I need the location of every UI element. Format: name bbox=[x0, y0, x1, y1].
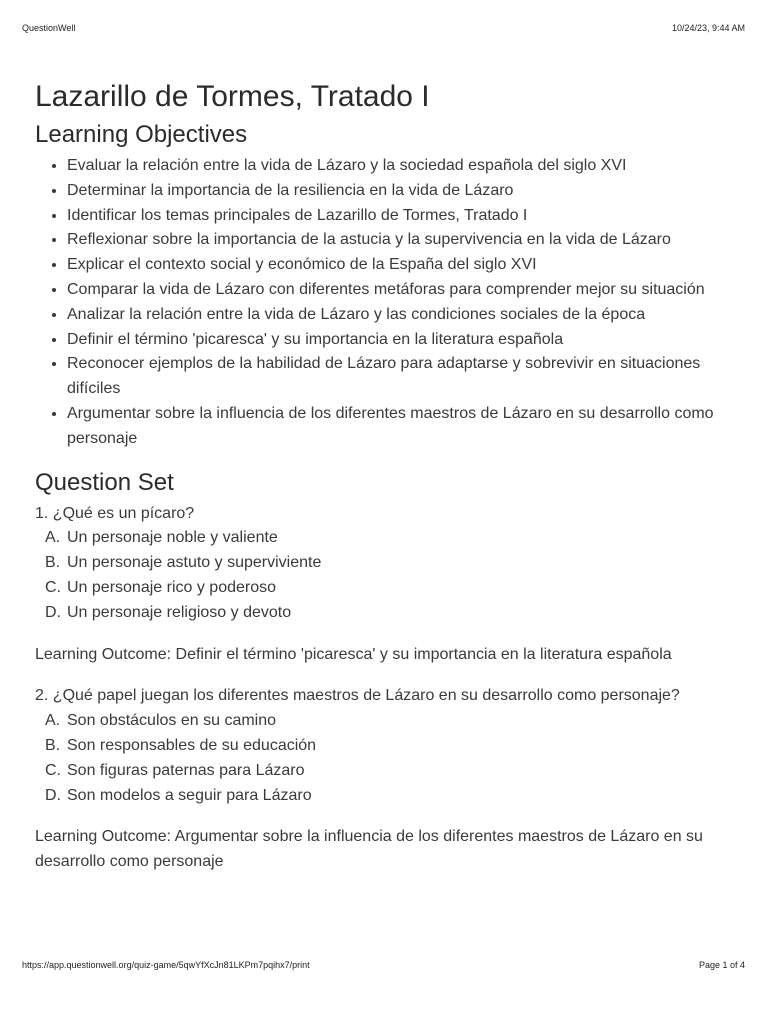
print-header-timestamp: 10/24/23, 9:44 AM bbox=[671, 23, 745, 33]
option-text: Un personaje astuto y superviviente bbox=[67, 554, 322, 572]
print-footer-page-number: Page 1 of 4 bbox=[698, 960, 745, 970]
print-header-site: QuestionWell bbox=[22, 23, 76, 33]
learning-outcome: Learning Outcome: Argumentar sobre la influencia de los diferentes maestros de Lázaro en su desarrollo como personaje bbox=[35, 828, 703, 871]
question-2 bbox=[35, 684, 740, 875]
question-set-heading: Question Set bbox=[35, 468, 174, 496]
option-text: Son figuras paternas para Lázaro bbox=[67, 761, 305, 779]
answer-option-b bbox=[35, 734, 740, 759]
objective-item: • Explicar el contexto social y económico de la España del siglo XVI bbox=[67, 253, 740, 278]
question-text: 1. ¿Qué es un pícaro? bbox=[35, 504, 195, 522]
print-header bbox=[22, 21, 745, 35]
answer-option-c bbox=[35, 759, 740, 784]
print-footer-url: https://app.questionwell.org/quiz-game/5qwYfXcJn81LKPm7pqihx7/print bbox=[22, 960, 310, 970]
objective-item: • Definir el término 'picaresca' y su importancia en la literatura española bbox=[67, 328, 740, 353]
objective-item: • Reflexionar sobre la importancia de la astucia y la supervivencia en la vida de Lázaro bbox=[67, 228, 740, 253]
option-letter: A. bbox=[45, 712, 61, 730]
option-letter: D. bbox=[45, 603, 61, 621]
question-1 bbox=[35, 502, 740, 668]
option-text: Son responsables de su educación bbox=[67, 736, 317, 754]
print-footer bbox=[22, 958, 745, 972]
option-letter: B. bbox=[45, 736, 61, 754]
document-content bbox=[35, 78, 740, 875]
page-title: Lazarillo de Tormes, Tratado I bbox=[35, 80, 430, 113]
option-text: Un personaje religioso y devoto bbox=[67, 603, 292, 621]
answer-options bbox=[35, 709, 740, 808]
objective-item: • Evaluar la relación entre la vida de Lázaro y la sociedad española del siglo XVI bbox=[67, 154, 740, 179]
learning-objectives-list bbox=[35, 154, 740, 452]
option-text: Un personaje noble y valiente bbox=[67, 529, 278, 547]
option-letter: C. bbox=[45, 578, 61, 596]
question-text: 2. ¿Qué papel juegan los diferentes maestros de Lázaro en su desarrollo como personaje? bbox=[35, 687, 680, 705]
objective-item: • Analizar la relación entre la vida de Lázaro y las condiciones sociales de la época bbox=[67, 303, 740, 328]
answer-option-a bbox=[35, 709, 740, 734]
option-text: Son modelos a seguir para Lázaro bbox=[67, 786, 312, 804]
objective-item: • Identificar los temas principales de Lazarillo de Tormes, Tratado I bbox=[67, 204, 740, 229]
learning-outcome: Learning Outcome: Definir el término 'picaresca' y su importancia en la literatura española bbox=[35, 645, 672, 663]
option-text: Un personaje rico y poderoso bbox=[67, 578, 277, 596]
answer-option-c bbox=[35, 576, 740, 601]
answer-options bbox=[35, 526, 740, 625]
answer-option-d bbox=[35, 601, 740, 626]
option-text: Son obstáculos en su camino bbox=[67, 712, 277, 730]
answer-option-b bbox=[35, 551, 740, 576]
answer-option-a bbox=[35, 526, 740, 551]
objective-item: • Reconocer ejemplos de la habilidad de Lázaro para adaptarse y sobrevivir en situaciones difíciles bbox=[67, 352, 740, 402]
objective-item: • Comparar la vida de Lázaro con diferentes metáforas para comprender mejor su situación bbox=[67, 278, 740, 303]
option-letter: A. bbox=[45, 529, 61, 547]
objective-item: • Determinar la importancia de la resiliencia en la vida de Lázaro bbox=[67, 179, 740, 204]
answer-option-d bbox=[35, 784, 740, 809]
objective-item: • Argumentar sobre la influencia de los diferentes maestros de Lázaro en su desarrollo como personaje bbox=[67, 402, 740, 452]
option-letter: B. bbox=[45, 554, 61, 572]
learning-objectives-heading: Learning Objectives bbox=[35, 121, 248, 148]
option-letter: C. bbox=[45, 761, 61, 779]
option-letter: D. bbox=[45, 786, 61, 804]
